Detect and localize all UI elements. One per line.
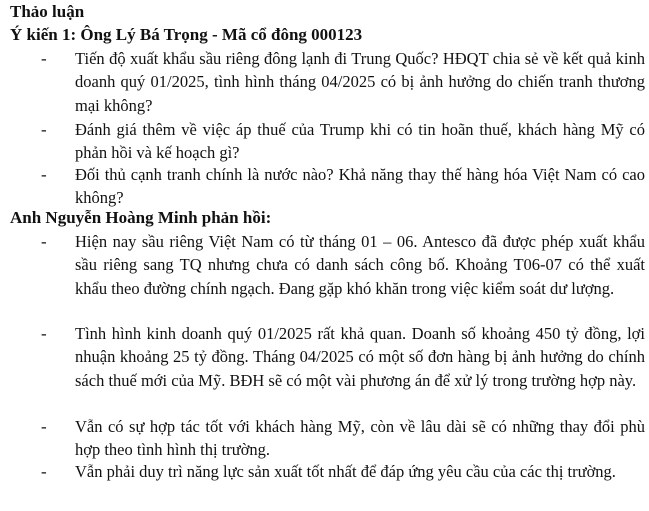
bullet-dash: - <box>41 120 47 139</box>
answer-item-text: Vẫn có sự hợp tác tốt với khách hàng Mỹ, còn về lâu dài sẽ có những thay đổi phù hợp theo tình hình thị trường. <box>75 417 645 460</box>
question-item-text: Đối thủ cạnh tranh chính là nước nào? Khả năng thay thế hàng hóa Việt Nam có cao không? <box>75 165 645 208</box>
question-item-text: Đánh giá thêm về việc áp thuế của Trump khi có tin hoãn thuế, khách hàng Mỹ có phản hồi và kế hoạch gì? <box>75 120 645 163</box>
bullet-dash: - <box>41 462 47 481</box>
question-item-text: Tiến độ xuất khẩu sầu riêng đông lạnh đi Trung Quốc? HĐQT chia sẻ về kết quả kinh doanh quý 01/2025, tình hình tháng 04/2025 có bị ảnh hưởng do chiến tranh thương mại không? <box>75 49 645 115</box>
bullet-dash: - <box>41 49 47 68</box>
answer-header: Anh Nguyễn Hoàng Minh phản hồi: <box>10 208 272 227</box>
section-title: Thảo luận <box>10 2 85 21</box>
answer-item-text: Tình hình kinh doanh quý 01/2025 rất khả quan. Doanh số khoảng 450 tỷ đồng, lợi nhuận khoảng 25 tỷ đồng. Tháng 04/2025 có một số đơn hàng bị ảnh hưởng do chính sách thuế mới của Mỹ. BĐH sẽ có một vài phương án để xử lý trong trường hợp này. <box>75 324 645 390</box>
bullet-dash: - <box>41 165 47 184</box>
bullet-dash: - <box>41 232 47 251</box>
answer-item-text: Hiện nay sầu riêng Việt Nam có từ tháng 01 – 06. Antesco đã được phép xuất khẩu sầu riêng sang TQ nhưng chưa có danh sách công bố. Khoảng T06-07 có thể xuất khẩu theo đường chính ngạch. Đang gặp khó khăn trong việc kiểm soát dư lượng. <box>75 232 645 298</box>
bullet-dash: - <box>41 324 47 343</box>
question-header: Ý kiến 1: Ông Lý Bá Trọng - Mã cổ đông 000123 <box>10 25 363 44</box>
answer-item-text: Vẫn phải duy trì năng lực sản xuất tốt nhất để đáp ứng yêu cầu của các thị trường. <box>75 462 616 481</box>
bullet-dash: - <box>41 417 47 436</box>
